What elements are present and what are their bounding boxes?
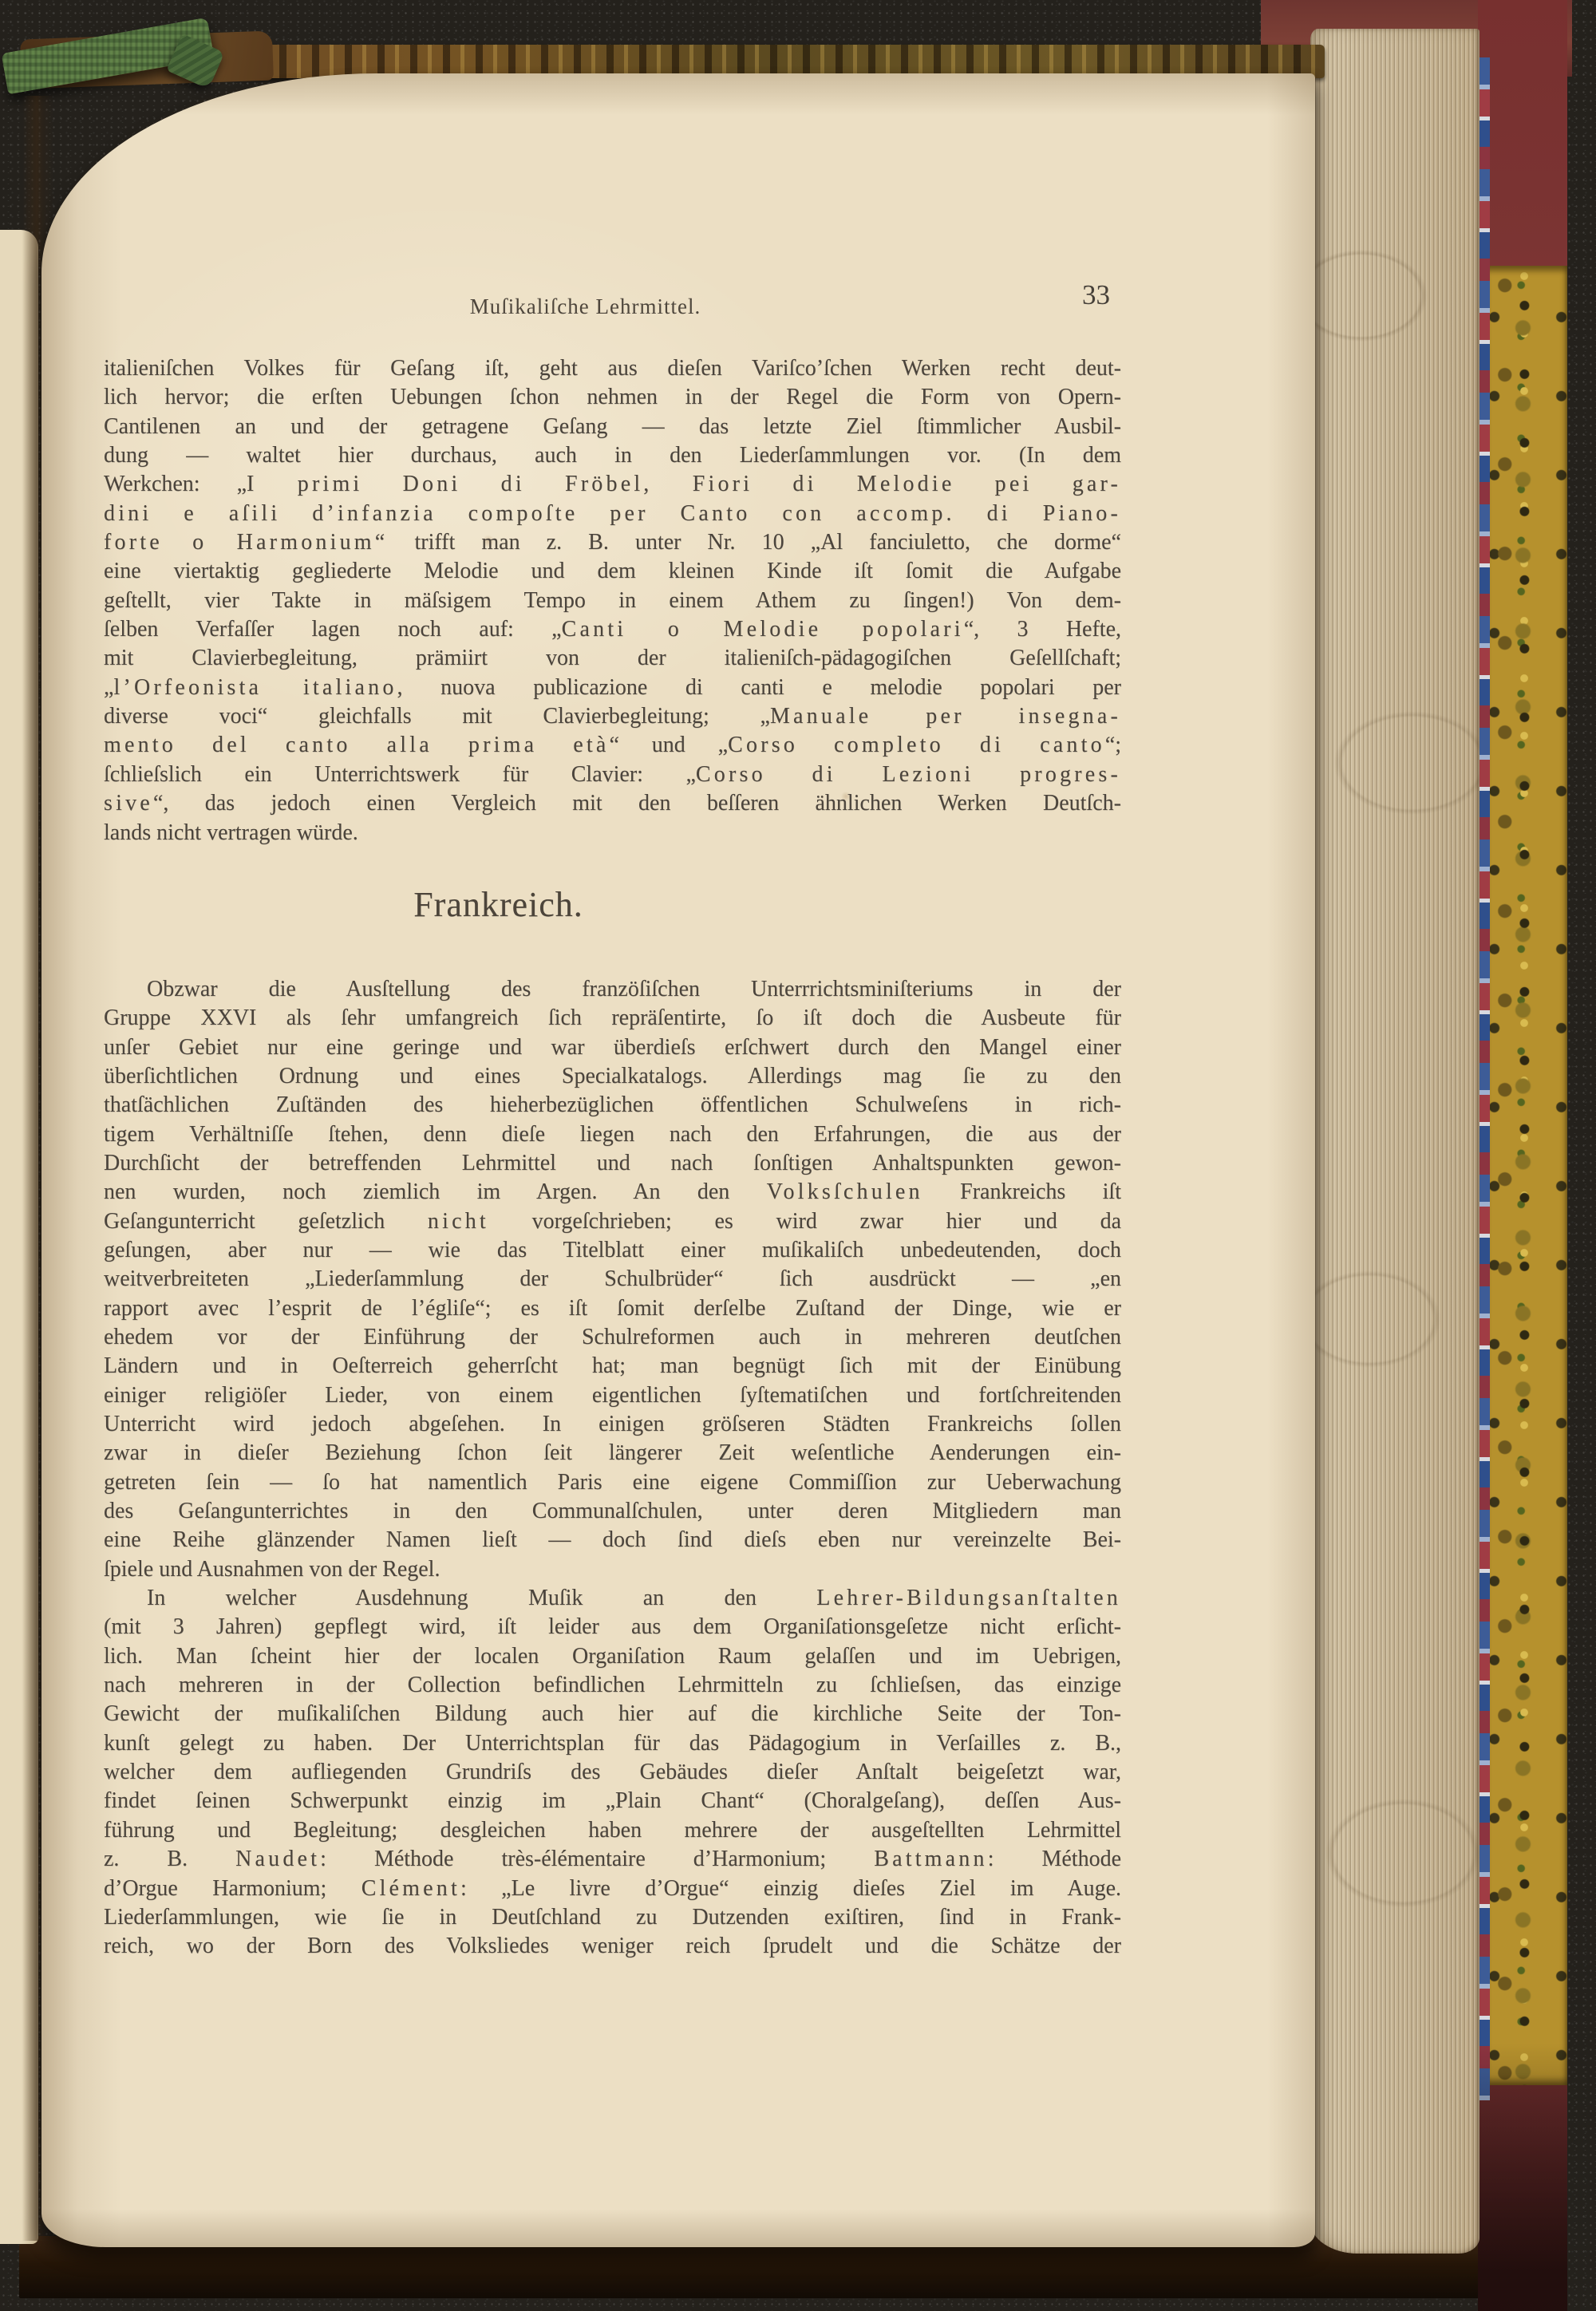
text-segment: dung — waltet hier durchaus, auch in den Liederſammlungen vor. (In dem [104,443,1121,468]
text-line [104,1816,1121,1845]
text-segment: lands nicht vertragen würde. [104,820,358,845]
text-segment: diverse voci“ gleichfalls mit Clavierbegleitung; „ [104,704,770,729]
text-segment: ſelben Verfaſſer lagen noch auf: „ [104,617,562,642]
text-segment: welcher dem aufliegenden Grundriſs des Gebäudes dieſer Anſtalt beigeſetzt war, [104,1760,1121,1785]
text-segment: vorgeſchrieben; es wird zwar hier und da [488,1208,1121,1234]
marbled-endpaper-strip [1484,266,1567,2085]
section-heading: Frankreich. [413,884,583,924]
spaced-text: dini e aſili d’infanzia compoſte per Canto con accomp. di Piano- [104,500,1121,526]
text-line [104,383,1121,412]
text-segment: : Méthode très-élémentaire d’Harmonium; [320,1847,875,1872]
text-segment: weitverbreiteten „Liederſammlung der Schulbrüder“ ſich ausdrückt — „en [104,1266,1121,1292]
spaced-text: Canti o Melodie popolari [561,617,964,642]
text-line [104,1004,1121,1033]
text-line [104,1613,1121,1641]
text-segment: “ und „ [609,733,729,758]
text-segment: In welcher Ausdehnung Muſik an den [147,1586,817,1611]
text-line [104,731,1121,760]
text-segment: unſer Gebiet nur eine geringe und war überdieſs erſchwert durch den Mangel einer [104,1034,1121,1060]
text-line [104,644,1121,673]
text-line [104,1178,1121,1207]
text-segment: Geſangunterricht geſetzlich [104,1208,428,1234]
text-segment: Obzwar die Ausſtellung des franzöſiſchen Unterrrichtsminiſteriums in der [147,976,1121,1001]
text-line [104,441,1121,470]
text-segment: Durchſicht der betreffenden Lehrmittel und nach ſonſtigen Anhaltspunkten gewon- [104,1150,1121,1175]
text-segment: ehedem vor der Einführung der Schulreformen auch in mehreren deutſchen [104,1324,1121,1349]
paragraph [104,354,1121,847]
text-line [104,1323,1121,1352]
text-line [104,615,1121,644]
text-segment: : „Le livre d’Orgue“ einzig dieſes Ziel im Auge. [460,1875,1121,1901]
text-line [104,1381,1121,1410]
text-line [104,975,1121,1004]
text-segment: italieniſchen Volkes für Geſang iſt, geht aus dieſen Variſco’ſchen Werken recht deut- [104,356,1121,381]
text-line [104,1062,1121,1091]
text-segment: nach mehreren in der Collection befindlichen Lehrmitteln zu ſchlieſsen, das einzige [104,1673,1121,1698]
text-segment: Cantilenen an und der getragene Geſang — das letzte Ziel ſtimmlicher Ausbil- [104,413,1121,439]
text-segment: lich. Man ſcheint hier der localen Organiſation Raum gelaſſen und im Uebrigen, [104,1643,1121,1669]
spaced-text: nicht [427,1208,489,1234]
text-segment: geſtellt, vier Takte in mäſsigem Tempo in einem Athem zu ſingen!) Von dem- [104,587,1121,613]
text-segment: kunſt gelegt zu haben. Der Unterrichtsplan für das Pädagogium in Verſailles z. B., [104,1730,1121,1756]
text-segment: „ [104,674,114,700]
text-line [104,470,1121,499]
text-segment: überſichtlichen Ordnung und eines Specialkatalogs. Allerdings mag ſie zu den [104,1063,1121,1088]
text-line [104,587,1121,615]
page-number: 33 [1082,279,1110,310]
text-segment: Unterricht wird jedoch abgeſehen. In einigen gröſseren Städten Frankreichs ſollen [104,1412,1121,1436]
text-segment: Frankreichs iſt [922,1179,1121,1205]
spaced-text: Corso di Lezioni progres- [695,761,1121,787]
text-line [104,1091,1121,1120]
text-line [104,1845,1121,1874]
text-segment: “, 3 Hefte, [963,617,1121,642]
text-segment: führung und Begleitung; desgleichen haben mehrere der ausgeſtellten Lehrmittel [104,1817,1121,1843]
text-line [104,1033,1121,1062]
text-segment: tigem Verhältniſſe ſtehen, denn dieſe liegen nach den Erfahrungen, die aus der [104,1121,1121,1147]
spaced-text: forte o Harmonium“ [104,530,389,555]
spaced-text: Lehrer-Bildungsanſtalten [816,1586,1121,1611]
page-fore-edge-block [1310,29,1479,2254]
spaced-text: Battmann [874,1847,988,1872]
text-segment: Werkchen: „ [104,472,247,497]
text-segment: ſpiele und Ausnahmen von der Regel. [104,1556,440,1582]
spaced-text: Manuale per insegna- [769,704,1121,729]
text-line [104,1265,1121,1294]
running-head: Muſikaliſche Lehrmittel. [469,294,701,318]
text-line [104,1120,1121,1149]
text-line [104,1642,1121,1671]
text-line [104,1932,1121,1961]
text-line [104,1526,1121,1554]
text-line [104,1294,1121,1323]
text-line [104,1555,1121,1584]
text-segment: Gruppe XXVI als ſehr umfangreich ſich repräſentirte, ſo iſt doch die Ausbeute für [104,1005,1121,1031]
text-segment: geſungen, aber nur — wie das Titelblatt einer muſikaliſch unbedeutenden, doch [104,1237,1121,1262]
text-line [104,1584,1121,1613]
spaced-text: Volksſchulen [766,1179,923,1205]
text-line [104,702,1121,731]
text-segment: mit Clavierbegleitung, prämiirt von der italieniſch-pädagogiſchen Geſellſchaft; [104,646,1121,671]
text-segment: einiger religiöſer Lieder, von einem eigentlichen ſyſtematiſchen und fortſchreitenden [104,1382,1121,1408]
text-line [104,1439,1121,1468]
text-segment: rapport avec l’esprit de l’égliſe“; es iſt ſomit derſelbe Zuſtand der Dinge, wie er [104,1295,1121,1321]
text-line [104,528,1121,557]
text-segment: z. B. [104,1847,236,1872]
text-line [104,1758,1121,1787]
text-line [104,413,1121,441]
text-line [104,674,1121,702]
text-line [104,1729,1121,1758]
text-segment: : Méthode [987,1847,1121,1872]
text-line [104,1700,1121,1728]
paragraph [104,1584,1121,1961]
text-line [104,557,1121,586]
text-line [104,1410,1121,1439]
text-segment: Ländern und in Oeſterreich geherrſcht hat; man begnügt ſich mit der Einübung [104,1353,1121,1379]
text-segment: Liederſammlungen, wie ſie in Deutſchland zu Dutzenden exiſtiren, ſind in Frank- [104,1904,1121,1930]
text-segment: lich hervor; die erſten Uebungen ſchon nehmen in der Regel die Form von Opern- [104,385,1121,410]
spaced-text: l’Orfeonista italiano [113,674,397,700]
spaced-text: sive [104,791,153,816]
text-line [104,1468,1121,1497]
text-segment: findet ſeinen Schwerpunkt einzig im „Plain Chant“ (Choralgeſang), deſſen Aus- [104,1788,1121,1814]
spaced-text: Naudet [235,1847,321,1872]
text-segment: d’Orgue Harmonium; [104,1875,361,1901]
text-segment: (mit 3 Jahren) gepflegt wird, iſt leider aus dem Organiſationsgeſetze nicht erſicht- [104,1614,1121,1640]
text-block [104,354,1121,1961]
text-line [104,1352,1121,1381]
text-line [104,1149,1121,1178]
text-line [104,1207,1121,1236]
text-segment: “, das jedoch einen Vergleich mit den beſſeren ähnlichen Werken Deutſch- [152,791,1121,816]
text-line [104,1874,1121,1903]
spaced-text: Corso completo di canto [728,733,1105,758]
text-segment: getreten ſein — ſo hat namentlich Paris eine eigene Commiſſion zur Ueberwachung [104,1469,1121,1495]
text-segment: “; [1104,733,1121,758]
text-segment: zwar in dieſer Beziehung ſchon ſeit längerer Zeit weſentliche Aenderungen ein- [104,1440,1121,1466]
text-segment: reich, wo der Born des Volksliedes weniger reich ſprudelt und die Schätze der [104,1934,1121,1959]
text-line [104,500,1121,528]
text-line [104,819,1121,847]
text-segment: nen wurden, noch ziemlich im Argen. An den [104,1179,767,1205]
text-segment: Gewicht der muſikaliſchen Bildung auch hier auf die kirchliche Seite der Ton- [104,1701,1121,1727]
text-line [104,1787,1121,1815]
text-line [104,789,1121,818]
text-line [104,1497,1121,1526]
text-segment: eine Reihe glänzender Namen lieſt — doch ſind dieſs eben nur vereinzelte Bei- [104,1527,1121,1553]
spaced-text: Clément [361,1875,460,1901]
text-segment: trifft man z. B. unter Nr. 10 „Al fanciuletto, che dorme“ [388,530,1121,555]
text-segment: des Geſangunterrichtes in den Communalſchulen, unter deren Mitgliedern man [104,1499,1121,1524]
spaced-text: mento del canto alla prima età [104,733,610,758]
text-segment: ſchlieſslich ein Unterrichtswerk für Clavier: „ [104,761,696,787]
text-line [104,1903,1121,1932]
text-line [104,760,1121,789]
text-line [104,354,1121,383]
book-page [41,73,1315,2247]
cover-shadow [1478,2043,1567,2311]
paragraph [104,975,1121,1584]
text-segment: , nuova publicazione di canti e melodie popolari per [397,674,1121,700]
text-segment: thatſächlichen Zuſtänden des hieherbezüglichen öffentlichen Schulweſens in rich- [104,1092,1121,1118]
text-line [104,1236,1121,1265]
text-segment: eine viertaktig gegliederte Melodie und dem kleinen Kinde iſt ſomit die Aufgabe [104,559,1121,584]
text-line [104,1671,1121,1700]
spaced-text: I primi Doni di Fröbel, Fiori di Melodie pei gar- [247,472,1121,497]
